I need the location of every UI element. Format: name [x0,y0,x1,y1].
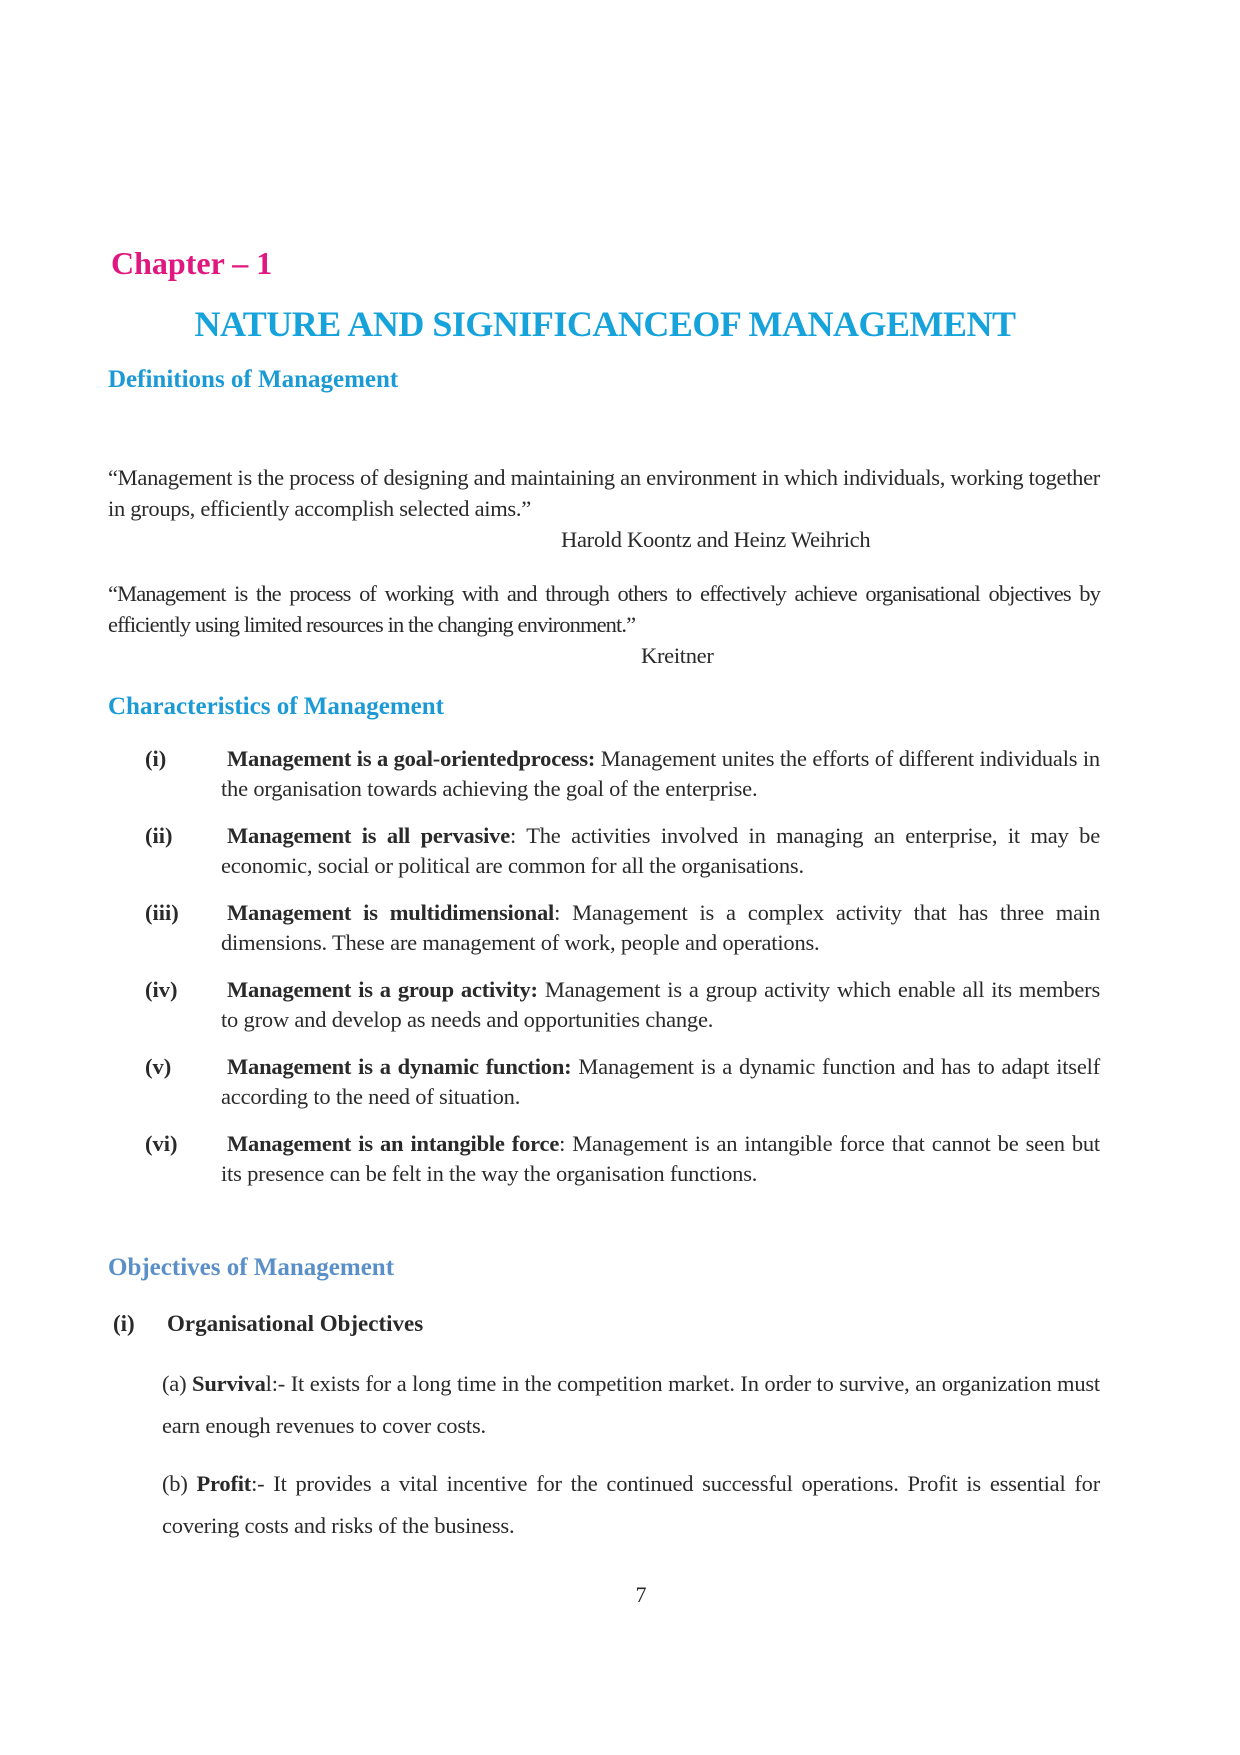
item-number: (iv) [145,977,178,1002]
item-text [221,821,1100,881]
objective-profit [162,1463,1100,1547]
objective-prefix: (a) [162,1371,193,1396]
item-description: Management unites the efforts of different individuals in the organisation towards achieving the goal of the enterprise. [221,746,1100,801]
characteristics-list [145,744,1100,1206]
item-text [221,744,1100,804]
definition-author-1: Harold Koontz and Heinz Weihrich [561,527,871,552]
characteristic-item [145,975,1100,1035]
item-description: Management is a dynamic function and has to adapt itself according to the need of situation. [221,1054,1100,1109]
objectives-subheading [113,1308,423,1340]
item-text [221,898,1100,958]
characteristic-item [145,1129,1100,1189]
item-number: (iii) [145,900,179,925]
item-term: Management is multidimensional [227,900,555,925]
item-term: Management is an intangible force [227,1131,560,1156]
objective-text: l:- It exists for a long time in the competition market. In order to survive, an organization must earn enough revenues to cover costs. [162,1371,1100,1438]
item-description: : The activities involved in managing an enterprise, it may be economic, social or political are common for all the organisations. [221,823,1101,878]
definition-quote-1: “Management is the process of designing and maintaining an environment in which individuals, working together in groups, efficiently accomplish selected aims.” [108,465,1100,521]
characteristic-item [145,1052,1100,1112]
item-number: (ii) [145,823,173,848]
characteristics-heading: Characteristics of Management [108,693,445,720]
objective-term: Surviva [192,1371,266,1396]
item-number: (i) [145,746,167,771]
item-number: (vi) [145,1131,178,1156]
item-text [221,1052,1100,1112]
chapter-title: NATURE AND SIGNIFICANCEOF MANAGEMENT [194,304,1016,344]
item-term: Management is a group activity: [227,977,538,1002]
objective-prefix: (b) [162,1471,197,1496]
item-text [221,1129,1100,1189]
characteristic-item [145,744,1100,804]
item-text [221,975,1100,1035]
characteristic-item [145,821,1100,881]
item-term: Management is a dynamic function: [227,1054,572,1079]
item-term: Management is a goal-orientedprocess: [227,746,596,771]
item-number: (v) [145,1054,172,1079]
definition-quote-2: “Management is the process of working with and through others to effectively achieve organisational objectives by efficiently using limited resources in the changing environment.” [108,581,1100,637]
objective-text: :- It provides a vital incentive for the continued successful operations. Profit is essential for covering costs and risks of the business. [162,1471,1100,1538]
item-term: Management is all pervasive [227,823,511,848]
definitions-heading: Definitions of Management [108,366,399,393]
page-number: 7 [635,1582,647,1607]
item-description: : Management is an intangible force that cannot be seen but its presence can be felt in the way the organisation functions. [221,1131,1100,1186]
subheading-text: Organisational Objectives [167,1311,424,1336]
characteristic-item [145,898,1100,958]
item-description: : Management is a complex activity that has three main dimensions. These are management of work, people and operations. [221,900,1101,955]
item-description: Management is a group activity which enable all its members to grow and develop as needs and opportunities change. [221,977,1101,1032]
definition-author-2: Kreitner [641,643,714,668]
objective-term: Profit [196,1471,252,1496]
objectives-heading: Objectives of Management [108,1254,395,1281]
objective-survival [162,1363,1100,1447]
chapter-label: Chapter – 1 [111,245,273,281]
subheading-number: (i) [113,1311,135,1336]
